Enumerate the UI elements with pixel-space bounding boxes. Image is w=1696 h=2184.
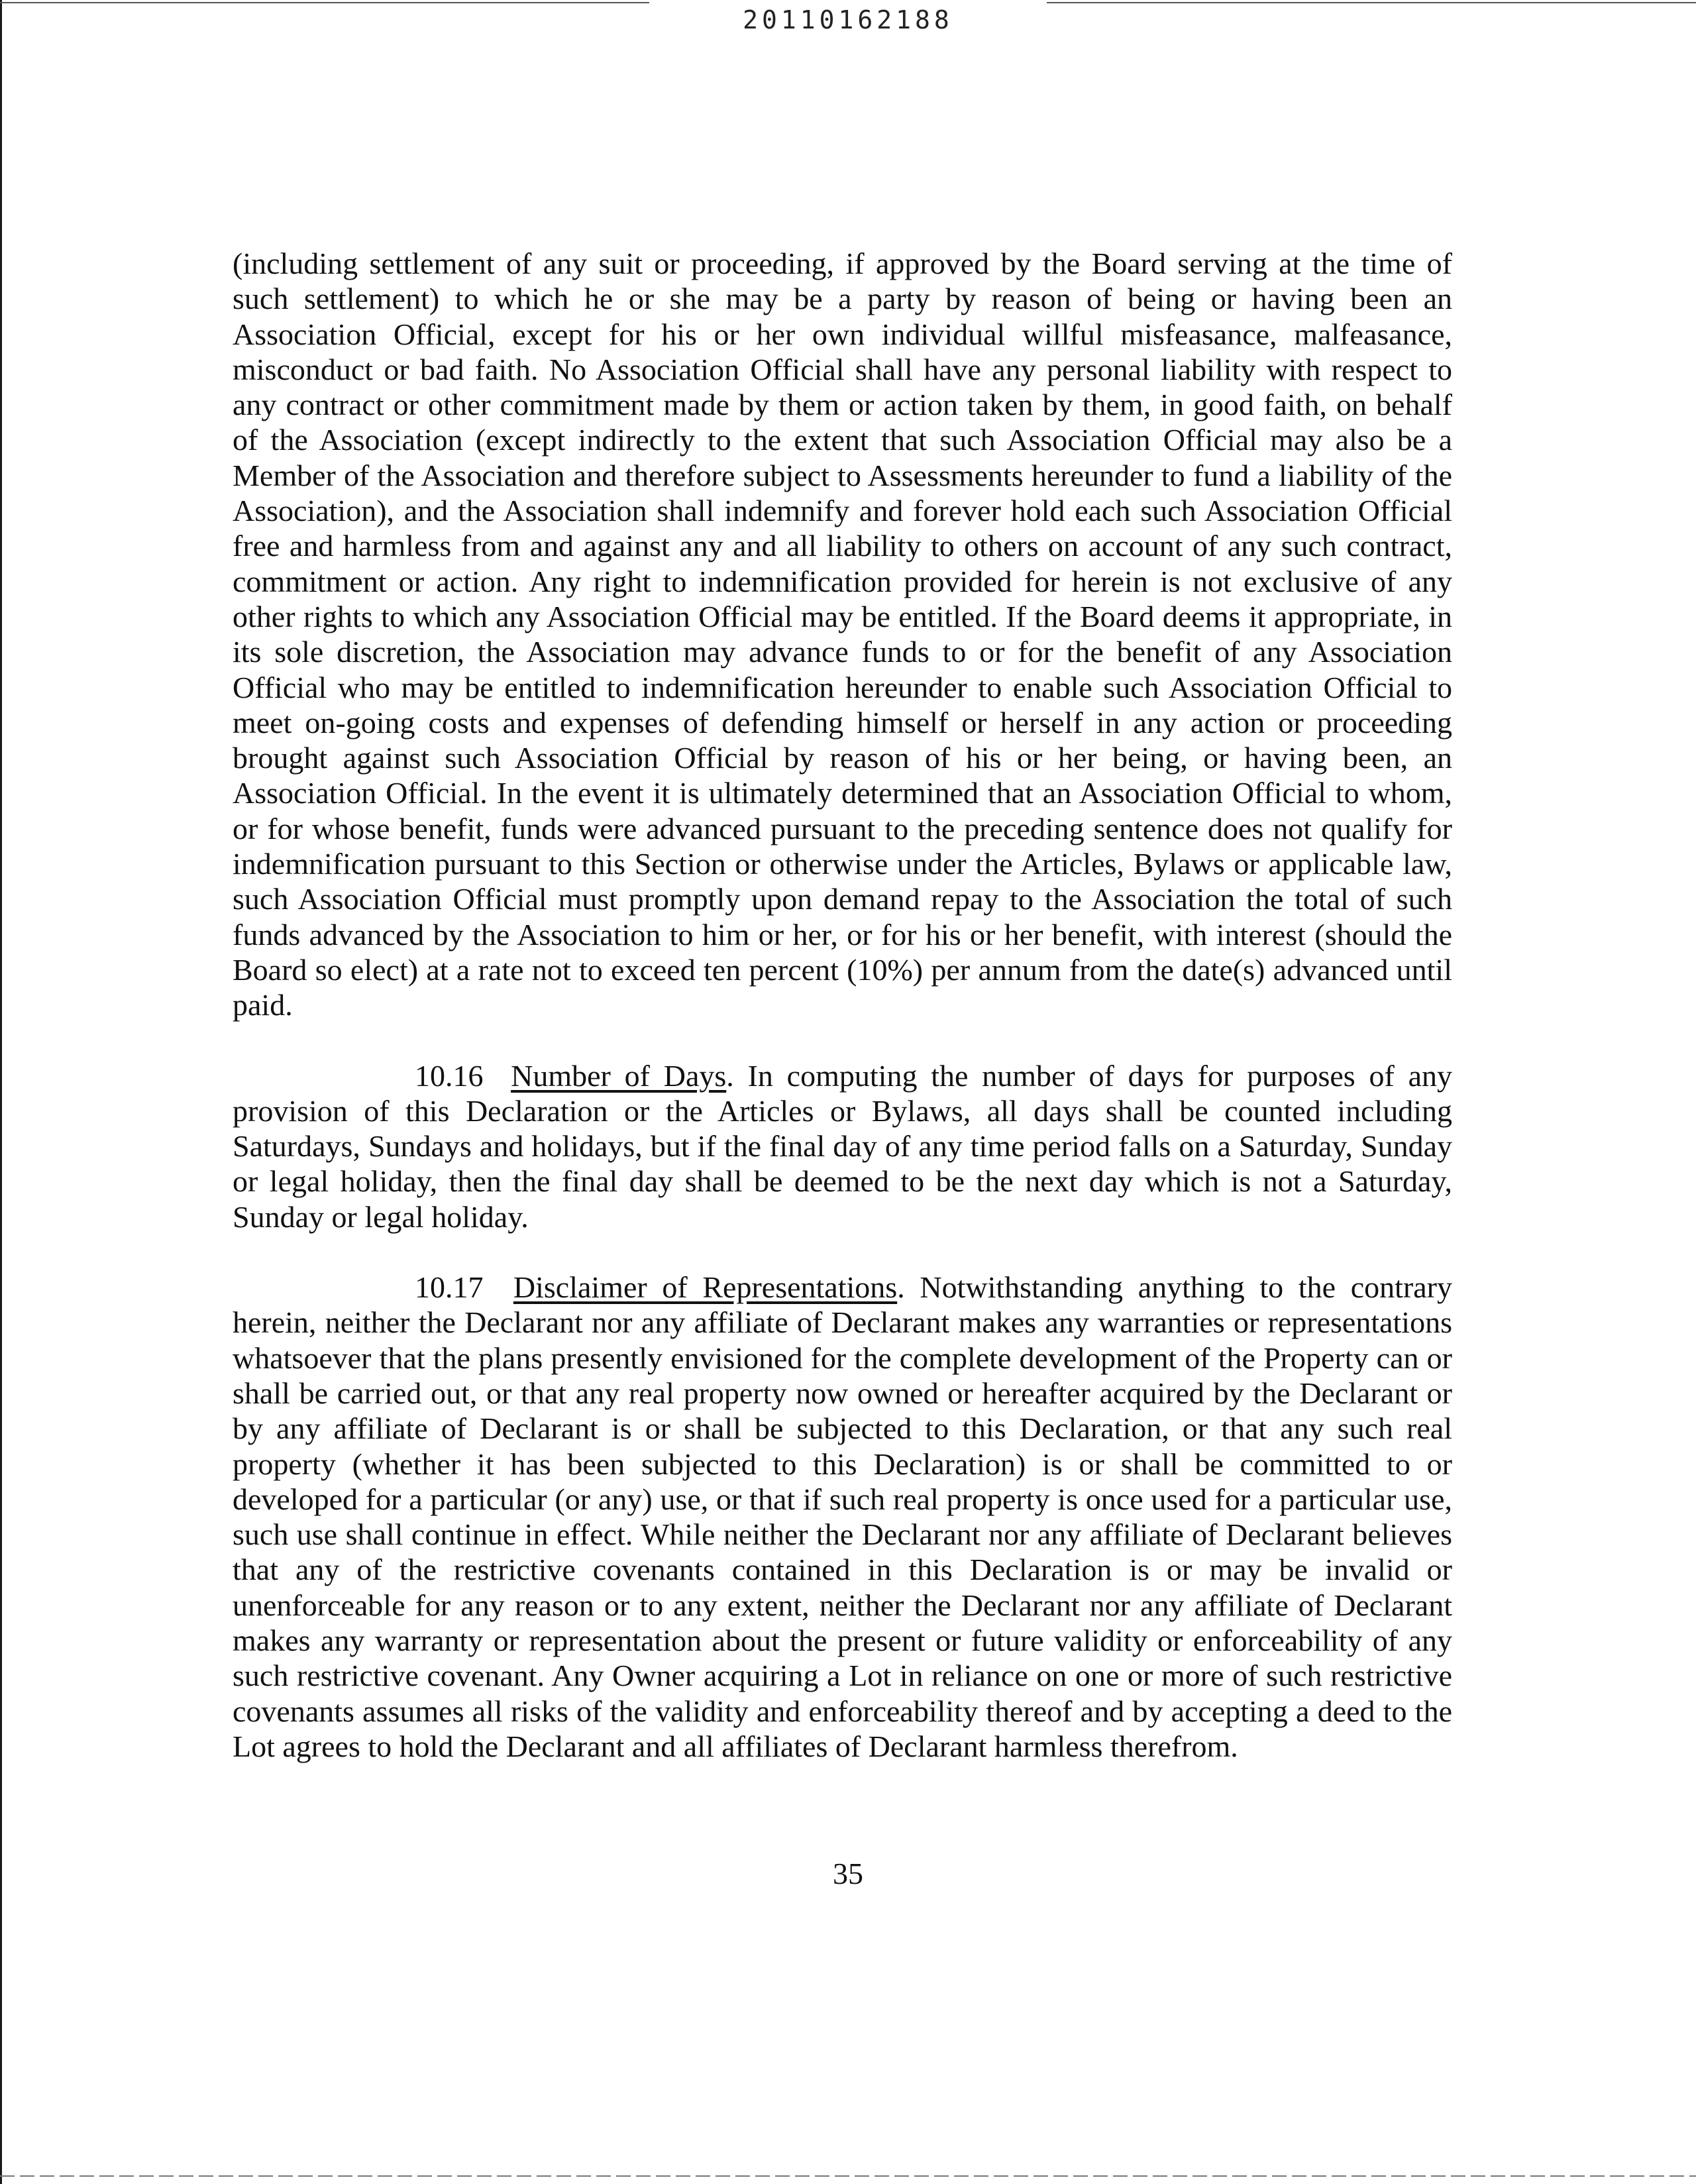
section-text: . Notwithstanding anything to the contrary herein, neither the Declarant nor any affiliate of Declarant makes any warranties or representations whatsoever that the plans presently envisioned for the complete development of the Property can or shall be carried out, or that any real property now owned or hereafter acquired by the Declarant or by any affiliate of Declarant is or shall be subjected to this Declaration, or that any such real property (whether it has been subjected to this Declaration) is or shall be committed to or developed for a particular (or any) use, or that if such real property is once used for a particular use, such use shall continue in effect. While neither the Declarant nor any affiliate of Declarant believes that any of the restrictive covenants contained in this Declaration is or may be invalid or unenforceable for any reason or to any extent, neither the Declarant nor any affiliate of Declarant makes any warranty or representation about the present or future validity or enforceability of any such restrictive covenant. Any Owner acquiring a Lot in reliance on one or more of such restrictive covenants assumes all risks of the validity and enforceability thereof and by accepting a deed to the Lot agrees to hold the Declarant and all affiliates of Declarant harmless therefrom. [233,1270,1452,1763]
section-10-16 [233,1058,1452,1234]
section-title: Disclaimer of Representations [513,1270,898,1305]
scan-top-line-left [0,2,649,3]
document-number: 20110162188 [743,5,953,34]
scan-top-line-right [1047,2,1696,3]
section-number: 10.17 [415,1270,484,1305]
section-title: Number of Days [511,1058,727,1093]
page-body [233,246,1452,1764]
scan-bottom-line [0,2175,1696,2177]
section-text: . In computing the number of days for purposes of any provision of this Declaration or the Articles or Bylaws, all days shall be counted including Saturdays, Sundays and holidays, but if the final day of any time period falls on a Saturday, Sunday or legal holiday, then the final day shall be deemed to be the next day which is not a Saturday, Sunday or legal holiday. [233,1058,1453,1234]
page-number: 35 [833,1857,863,1890]
paragraph-indemnification-continued: (including settlement of any suit or proceeding, if approved by the Board serving at the time of such settlement) to which he or she may be a party by reason of being or having been an Association Official, except for his or her own individual willful misfeasance, malfeasance, misconduct or bad faith. No Association Official shall have any personal liability with respect to any contract or other commitment made by them or action taken by them, in good faith, on behalf of the Association (except indirectly to the extent that such Association Official may also be a Member of the Association and therefore subject to Assessments hereunder to fund a liability of the Association), and the Association shall indemnify and forever hold each such Association Official free and harmless from and against any and all liability to others on account of any such contract, commitment or action. Any right to indemnification provided for herein is not exclusive of any other rights to which any Association Official may be entitled. If the Board deems it appropriate, in its sole discretion, the Association may advance funds to or for the benefit of any Association Official who may be entitled to indemnification hereunder to enable such Association Official to meet on-going costs and expenses of defending himself or herself in any action or proceeding brought against such Association Official by reason of his or her being, or having been, an Association Official. In the event it is ultimately determined that an Association Official to whom, or for whose benefit, funds were advanced pursuant to the preceding sentence does not qualify for indemnification pursuant to this Section or otherwise under the Articles, Bylaws or applicable law, such Association Official must promptly upon demand repay to the Association the total of such funds advanced by the Association to him or her, or for his or her benefit, with interest (should the Board so elect) at a rate not to exceed ten percent (10%) per annum from the date(s) advanced until paid. [233,246,1452,1022]
section-number: 10.16 [415,1058,484,1093]
section-10-17 [233,1270,1452,1764]
